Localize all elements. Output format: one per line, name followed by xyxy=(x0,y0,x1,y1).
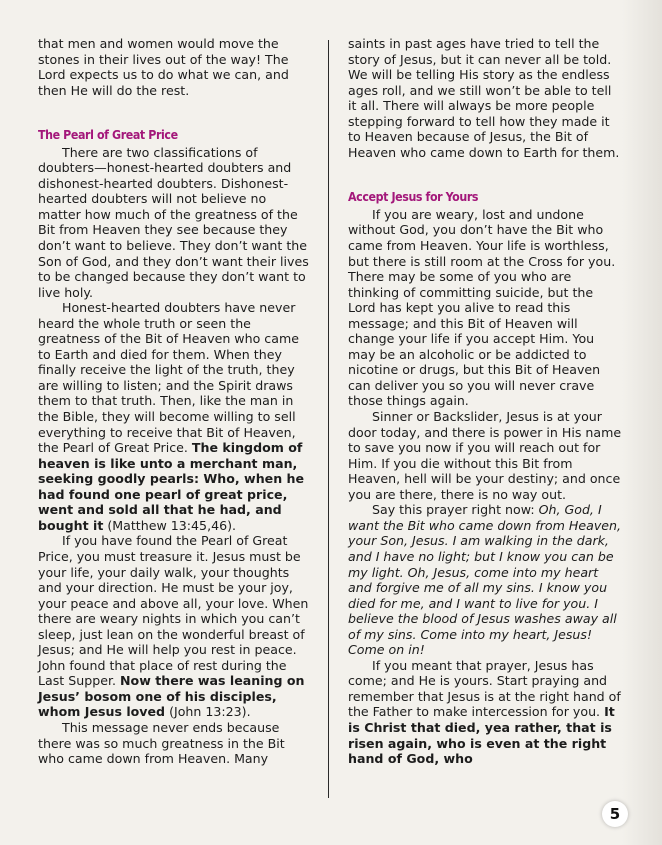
scripture-reference: (Matthew 13:45,46). xyxy=(107,517,237,533)
scripture-reference: (John 13:23). xyxy=(169,704,251,720)
paragraph-continued: that men and women would move the stones in their lives out of the way! The Lord expects us to do what we can, and then He will do the rest. xyxy=(38,36,289,98)
paragraph xyxy=(348,502,622,657)
paragraph-text: Say this prayer right now: xyxy=(372,502,535,518)
column-divider xyxy=(328,40,329,798)
left-column xyxy=(38,36,310,767)
scripture-quote: Now there was leaning on Jesus’ bosom one of his disciples, whom Jesus loved xyxy=(38,673,305,720)
paragraph-text: Honest-hearted doubters have never heard the whole truth or seen the greatness of the Bit of Heaven who came to Earth and died for them. When they finally receive the light of the truth, they are willing to listen; and the Spirit draws them to that truth. Then, like the man in the Bible, they will become willing to sell everything to receive that Bit of Heaven, the Pearl of Great Price. xyxy=(38,300,299,456)
scripture-quote: It is Christ that died, yea rather, that is risen again, who is even at the right hand of God, who xyxy=(348,704,615,767)
paragraph: There are two classifications of doubters—honest-hearted doubters and dishonest-hearted doubters. Dishonest-hearted doubters will not believe no matter how much of the greatness of the Bit from Heaven they see because they don’t want to believe. They don’t want the Son of God, and they don’t want their lives to be changed because they don’t want to live holy. xyxy=(38,144,309,300)
page-edge-shade xyxy=(622,0,662,845)
right-column xyxy=(348,36,622,767)
paragraph xyxy=(38,533,310,720)
paragraph: This message never ends because there was so much greatness in the Bit who came down from Heaven. Many xyxy=(38,719,285,767)
paragraph-text: If you have found the Pearl of Great Price, you must treasure it. Jesus must be your life, your daily walk, your thoughts and your direction. He must be your joy, your peace and above all, your love. When there are weary nights in which you can’t sleep, just lean on the wonderful breast of Jesus; and He will help you rest in peace. John found that place of rest during the Last Supper. xyxy=(38,533,309,689)
heading-accept-jesus: Accept Jesus for Yours xyxy=(348,190,479,205)
paragraph xyxy=(348,658,622,767)
paragraph xyxy=(38,300,310,533)
page-number-badge: 5 xyxy=(602,801,628,827)
paragraph-text: If you meant that prayer, Jesus has come; and He is yours. Start praying and remember that Jesus is at the right hand of the Father to make intercession for you. xyxy=(348,657,621,720)
heading-pearl-of-great-price: The Pearl of Great Price xyxy=(38,128,178,143)
paragraph: If you are weary, lost and undone without God, you don’t have the Bit who came from Heaven. Your life is worthless, but there is still room at the Cross for you. There may be some of you who are thinking of committing suicide, but the Lord has kept you alive to read this message; and this Bit of Heaven will change your life if you accept Him. You may be an alcoholic or be addicted to nicotine or drugs, but this Bit of Heaven can deliver you so you will never crave those things again. xyxy=(348,206,616,409)
prayer-text: Oh, God, I want the Bit who came down from Heaven, your Son, Jesus. I am walking in the dark, and I have no light; but I know you can be my light. Oh, Jesus, come into my heart and forgive me of all my sins. I know you died for me, and I want to live for you. I believe the blood of Jesus washes away all of my sins. Come into my heart, Jesus! Come on in! xyxy=(348,502,622,658)
scripture-quote: The kingdom of heaven is like unto a merchant man, seeking goodly pearls: Who, when he had found one pearl of great price, went and sold all that he had, and bought it xyxy=(38,440,305,533)
paragraph: Sinner or Backslider, Jesus is at your door today, and there is power in His name to save you now if you will reach out for Him. If you die without this Bit from Heaven, hell will be your destiny; and once you are there, there is no way out. xyxy=(348,409,622,502)
paragraph-continued: saints in past ages have tried to tell the story of Jesus, but it can never all be told. We will be telling His story as the endless ages roll, and we still won’t be able to tell it all. There will always be more people stepping forward to tell how they made it to Heaven because of Jesus, the Bit of Heaven who came down to Earth for them. xyxy=(348,36,620,160)
